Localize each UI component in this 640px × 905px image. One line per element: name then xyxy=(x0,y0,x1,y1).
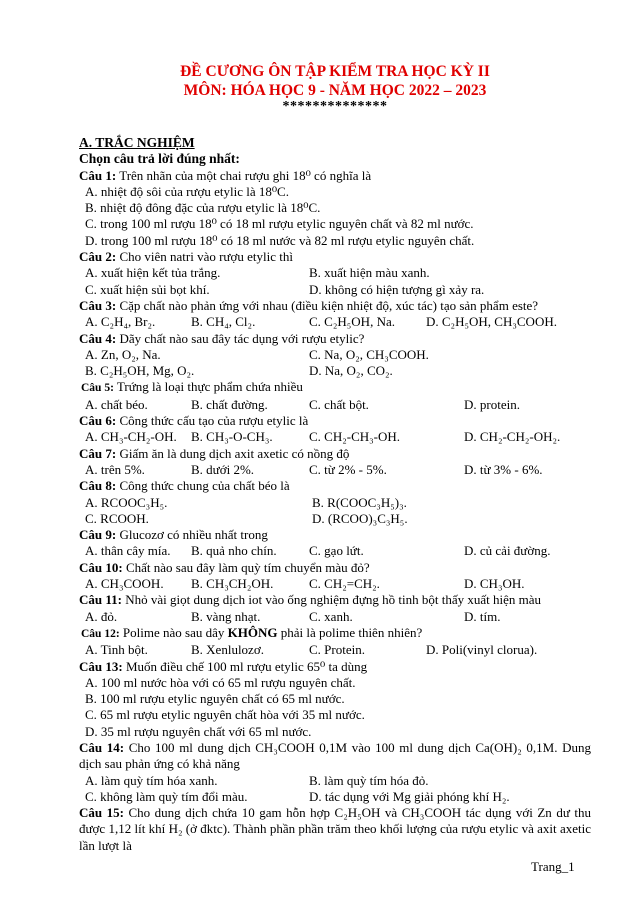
question-label: Câu 13: xyxy=(79,658,123,674)
document-subtitle: MÔN: HÓA HỌC 9 - NĂM HỌC 2022 – 2023 xyxy=(183,82,487,99)
option-row xyxy=(79,724,591,740)
option-a: A. Tinh bột. xyxy=(85,642,148,658)
option-b: B. nhiệt độ đông đặc của rượu etylic là 18⁰C. xyxy=(85,200,321,216)
option-b: B. dưới 2%. xyxy=(191,461,255,477)
option-a: A. xuất hiện kết tủa trắng. xyxy=(85,265,221,281)
option-a: A. làm quỳ tím hóa xanh. xyxy=(85,772,218,788)
option-row xyxy=(79,495,591,511)
question-7 xyxy=(79,446,591,462)
question-1 xyxy=(79,168,591,184)
question-text: Chất nào sau đây làm quỳ tím chuyển màu đỏ? xyxy=(122,559,370,575)
option-row xyxy=(79,576,591,592)
option-b: B. xuất hiện màu xanh. xyxy=(309,265,430,281)
option-a: A. trên 5%. xyxy=(85,461,145,477)
question-text: Nhỏ vài giọt dung dịch iot vào ống nghiệm đựng hồ tinh bột thấy xuất hiện màu xyxy=(121,592,542,608)
question-text: Trên nhãn của một chai rượu ghi 18⁰ có nghĩa là xyxy=(116,167,372,183)
option-row xyxy=(79,543,591,559)
option-row xyxy=(79,265,591,281)
question-text: Glucozơ có nhiều nhất trong xyxy=(116,527,268,543)
question-label: Câu 4: xyxy=(79,330,117,346)
question-label: Câu 3: xyxy=(79,297,117,313)
option-d: D. CH₃OH. xyxy=(464,576,525,592)
option-row xyxy=(79,347,591,363)
option-b: B. chất đường. xyxy=(191,396,268,412)
question-10 xyxy=(79,560,591,576)
option-row xyxy=(79,511,591,527)
option-d: D. 35 ml rượu nguyên chất với 65 ml nước. xyxy=(85,723,312,739)
question-text: Công thức chung của chất béo là xyxy=(116,478,290,494)
option-d: D. CH₂-CH₂-OH₂. xyxy=(464,429,561,445)
option-a: A. đỏ. xyxy=(85,608,118,624)
option-b: B. Xenlulozơ. xyxy=(191,642,264,658)
option-c: C. CH₂-CH₃-OH. xyxy=(309,429,401,445)
option-row xyxy=(79,462,591,478)
question-label: Câu 10: xyxy=(79,559,123,575)
option-c: C. xanh. xyxy=(309,608,353,624)
question-label: Câu 2: xyxy=(79,249,117,265)
question-text: Polime nào sau dây xyxy=(119,624,228,640)
option-c: C. chất bột. xyxy=(309,396,369,412)
question-3 xyxy=(79,298,591,314)
question-15 xyxy=(79,805,591,854)
option-d: D. (RCOO)₃C₃H₅. xyxy=(312,510,408,526)
question-8 xyxy=(79,478,591,494)
question-label: Câu 5: xyxy=(81,382,114,395)
question-text: Giấm ăn là dung dịch axit axetic có nồng độ xyxy=(116,445,350,461)
option-row xyxy=(79,397,591,413)
question-label: Câu 6: xyxy=(79,413,117,429)
option-c: C. CH₂=CH₂. xyxy=(309,576,380,592)
option-c: C. Protein. xyxy=(309,642,365,658)
option-a: A. RCOOC₃H₅. xyxy=(85,494,168,510)
option-row xyxy=(79,609,591,625)
option-b: B. 100 ml rượu etylic nguyên chất có 65 ml nước. xyxy=(85,691,345,707)
option-row xyxy=(79,200,591,216)
option-row xyxy=(79,675,591,691)
option-c: C. gạo lứt. xyxy=(309,543,364,559)
title-divider: ************** xyxy=(282,99,388,114)
option-b: B. CH₄, Cl₂. xyxy=(191,314,256,330)
option-d: D. C₂H₅OH, CH₃COOH. xyxy=(426,314,557,330)
option-row xyxy=(79,707,591,723)
question-text: Trứng là loại thực phẩm chứa nhiều xyxy=(113,379,303,395)
option-d: D. củ cải đường. xyxy=(464,543,551,559)
question-label: Câu 1: xyxy=(79,167,117,183)
question-14 xyxy=(79,740,591,773)
option-d: D. không có hiện tượng gì xảy ra. xyxy=(309,281,485,297)
option-row xyxy=(79,363,591,379)
option-a: A. thân cây mía. xyxy=(85,543,171,559)
question-text-end: phải là polime thiên nhiên? xyxy=(277,624,423,640)
question-text: Cho viên natri vào rượu etylic thì xyxy=(116,249,293,265)
option-a: A. CH₃-CH₂-OH. xyxy=(85,429,177,445)
question-11 xyxy=(79,592,591,608)
question-text: Cho 100 ml dung dịch CH₃COOH 0,1M vào 100 ml dung dịch Ca(OH)₂ 0,1M. Dung dịch sau phản ứng có khả năng xyxy=(79,739,591,772)
option-row xyxy=(79,642,591,658)
document-page xyxy=(79,62,591,854)
question-text: Cho dung dịch chứa 10 gam hỗn hợp C₂H₅OH và CH₃COOH tác dụng với Zn dư thu được 1,12 lít khí H₂ (ở đktc). Thành phần phần trăm theo khối lượng của rượu etylic và axit axetic lần lượt là xyxy=(79,805,591,853)
question-label: Câu 8: xyxy=(79,478,117,494)
option-row xyxy=(79,789,591,805)
option-a: A. chất béo. xyxy=(85,396,148,412)
question-2 xyxy=(79,249,591,265)
option-c: C. Na, O₂, CH₃COOH. xyxy=(309,346,429,362)
question-label: Câu 7: xyxy=(79,445,117,461)
option-row xyxy=(79,233,591,249)
option-d: D. từ 3% - 6%. xyxy=(464,461,543,477)
question-5 xyxy=(79,379,591,396)
option-row xyxy=(79,691,591,707)
document-title: ĐỀ CƯƠNG ÔN TẬP KIỂM TRA HỌC KỲ II xyxy=(180,63,490,80)
option-row xyxy=(79,184,591,200)
section-heading: A. TRẮC NGHIỆM xyxy=(79,135,195,150)
option-row xyxy=(79,216,591,232)
question-text: Dãy chất nào sau đây tác dụng với rượu etylic? xyxy=(116,330,365,346)
question-12 xyxy=(79,625,591,642)
question-label: Câu 15: xyxy=(79,805,124,821)
question-text: Cặp chất nào phản ứng với nhau (điều kiện nhiệt độ, xúc tác) tạo sản phẩm este? xyxy=(116,297,539,313)
option-b: B. làm quỳ tím hóa đỏ. xyxy=(309,772,429,788)
option-row xyxy=(79,429,591,445)
question-text: Muốn điều chế 100 ml rượu etylic 65⁰ ta dùng xyxy=(122,658,368,674)
option-a: A. Zn, O₂, Na. xyxy=(85,346,161,362)
option-c: C. trong 100 ml rượu 18⁰ có 18 ml rượu etylic nguyên chất và 82 ml nước. xyxy=(85,216,474,232)
option-c: C. xuất hiện sủi bọt khí. xyxy=(85,281,210,297)
option-a: A. nhiệt độ sôi của rượu etylic là 18⁰C. xyxy=(85,183,289,199)
option-b: B. quả nho chín. xyxy=(191,543,277,559)
question-text: Công thức cấu tạo của rượu etylic là xyxy=(116,413,309,429)
question-9 xyxy=(79,527,591,543)
question-label: Câu 11: xyxy=(79,592,122,608)
option-c: C. C₂H₅OH, Na. xyxy=(309,314,395,330)
option-row xyxy=(79,314,591,330)
option-d: D. tím. xyxy=(464,608,501,624)
option-c: C. từ 2% - 5%. xyxy=(309,461,387,477)
option-d: D. Na, O₂, CO₂. xyxy=(309,363,393,379)
option-b: B. C₂H₅OH, Mg, O₂. xyxy=(85,363,195,379)
option-b: B. vàng nhạt. xyxy=(191,608,261,624)
option-b: B. R(COOC₃H₅)₃. xyxy=(312,494,407,510)
option-d: D. trong 100 ml rượu 18⁰ có 18 ml nước và 82 ml rượu etylic nguyên chất. xyxy=(85,232,475,248)
instruction: Chọn câu trả lời đúng nhất: xyxy=(79,151,240,167)
option-d: D. Poli(vinyl clorua). xyxy=(426,642,538,658)
question-6 xyxy=(79,413,591,429)
option-b: B. CH₃CH₂OH. xyxy=(191,576,274,592)
question-label: Câu 12: xyxy=(81,627,120,640)
question-4 xyxy=(79,331,591,347)
question-label: Câu 9: xyxy=(79,527,117,543)
option-row xyxy=(79,773,591,789)
question-label: Câu 14: xyxy=(79,739,125,755)
option-b: B. CH₃-O-CH₃. xyxy=(191,429,273,445)
option-c: C. 65 ml rượu etylic nguyên chất hòa với 35 ml nước. xyxy=(85,707,365,723)
option-a: A. 100 ml nước hòa với có 65 ml rượu nguyên chất. xyxy=(85,674,356,690)
option-a: A. CH₃COOH. xyxy=(85,576,164,592)
page-number: Trang_1 xyxy=(531,859,575,874)
option-d: D. tác dụng với Mg giải phóng khí H₂. xyxy=(309,788,510,804)
option-d: D. protein. xyxy=(464,396,520,412)
option-c: C. RCOOH. xyxy=(85,510,149,526)
option-c: C. không làm quỳ tím đổi màu. xyxy=(85,788,248,804)
option-a: A. C₂H₄, Br₂. xyxy=(85,314,156,330)
option-row xyxy=(79,282,591,298)
question-13 xyxy=(79,659,591,675)
question-emphasis: KHÔNG xyxy=(227,624,278,640)
